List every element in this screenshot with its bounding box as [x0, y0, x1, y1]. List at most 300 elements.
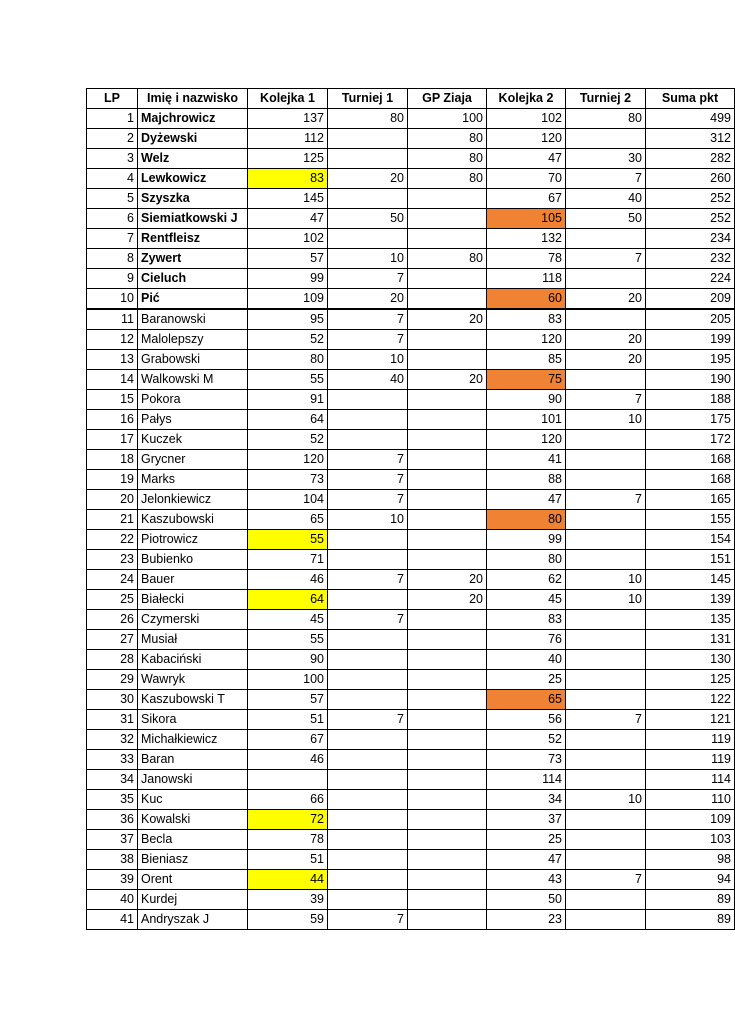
- cell-suma-pkt: 172: [646, 430, 735, 450]
- table-row: [87, 229, 735, 249]
- cell-suma-pkt: 94: [646, 870, 735, 890]
- cell-turniej-1: 7: [328, 910, 408, 930]
- cell-kolejka-1: 46: [248, 570, 328, 590]
- table-row: [87, 830, 735, 850]
- cell-kolejka-1: 52: [248, 430, 328, 450]
- cell-kolejka-1: 51: [248, 850, 328, 870]
- cell-turniej-2: [566, 450, 646, 470]
- cell-name: Musiał: [138, 630, 248, 650]
- cell-kolejka-1: 64: [248, 590, 328, 610]
- cell-kolejka-1: 39: [248, 890, 328, 910]
- cell-turniej-1: 50: [328, 209, 408, 229]
- cell-turniej-2: 20: [566, 289, 646, 310]
- cell-kolejka-2: 25: [487, 830, 566, 850]
- table-row: [87, 490, 735, 510]
- cell-gp-ziaja: [408, 690, 487, 710]
- cell-gp-ziaja: [408, 890, 487, 910]
- cell-kolejka-2: 62: [487, 570, 566, 590]
- cell-turniej-1: 7: [328, 330, 408, 350]
- cell-gp-ziaja: [408, 390, 487, 410]
- header-kolejka-2: Kolejka 2: [487, 89, 566, 109]
- cell-turniej-2: [566, 630, 646, 650]
- cell-name: Kabaciński: [138, 650, 248, 670]
- cell-name: Becla: [138, 830, 248, 850]
- cell-suma-pkt: 135: [646, 610, 735, 630]
- cell-gp-ziaja: [408, 730, 487, 750]
- cell-kolejka-2: 37: [487, 810, 566, 830]
- cell-turniej-1: [328, 750, 408, 770]
- cell-kolejka-1: 57: [248, 249, 328, 269]
- cell-gp-ziaja: [408, 450, 487, 470]
- cell-lp: 4: [87, 169, 138, 189]
- table-row: [87, 870, 735, 890]
- cell-turniej-2: [566, 810, 646, 830]
- cell-gp-ziaja: 80: [408, 149, 487, 169]
- table-row: [87, 790, 735, 810]
- cell-turniej-1: [328, 790, 408, 810]
- cell-lp: 7: [87, 229, 138, 249]
- cell-lp: 31: [87, 710, 138, 730]
- cell-suma-pkt: 145: [646, 570, 735, 590]
- cell-turniej-1: 7: [328, 450, 408, 470]
- cell-suma-pkt: 98: [646, 850, 735, 870]
- cell-kolejka-2: 41: [487, 450, 566, 470]
- cell-suma-pkt: 205: [646, 309, 735, 330]
- cell-kolejka-1: 67: [248, 730, 328, 750]
- table-row: [87, 530, 735, 550]
- cell-suma-pkt: 312: [646, 129, 735, 149]
- cell-gp-ziaja: [408, 550, 487, 570]
- cell-lp: 16: [87, 410, 138, 430]
- cell-suma-pkt: 121: [646, 710, 735, 730]
- cell-lp: 40: [87, 890, 138, 910]
- cell-kolejka-1: 44: [248, 870, 328, 890]
- table-row: [87, 450, 735, 470]
- cell-kolejka-1: 145: [248, 189, 328, 209]
- cell-turniej-2: [566, 370, 646, 390]
- cell-turniej-2: [566, 650, 646, 670]
- cell-turniej-1: [328, 550, 408, 570]
- cell-name: Michałkiewicz: [138, 730, 248, 750]
- table-row: [87, 550, 735, 570]
- cell-turniej-2: 10: [566, 590, 646, 610]
- cell-kolejka-2: 105: [487, 209, 566, 229]
- cell-name: Kuczek: [138, 430, 248, 450]
- table-row: [87, 750, 735, 770]
- cell-turniej-1: 20: [328, 169, 408, 189]
- cell-lp: 29: [87, 670, 138, 690]
- cell-kolejka-1: 100: [248, 670, 328, 690]
- cell-turniej-2: 10: [566, 570, 646, 590]
- cell-kolejka-1: 99: [248, 269, 328, 289]
- cell-lp: 11: [87, 309, 138, 330]
- cell-gp-ziaja: [408, 209, 487, 229]
- cell-lp: 12: [87, 330, 138, 350]
- results-sheet: [86, 88, 731, 930]
- table-row: [87, 109, 735, 129]
- table-row: [87, 289, 735, 310]
- cell-kolejka-1: 104: [248, 490, 328, 510]
- cell-kolejka-2: 88: [487, 470, 566, 490]
- cell-name: Czymerski: [138, 610, 248, 630]
- cell-lp: 39: [87, 870, 138, 890]
- table-row: [87, 910, 735, 930]
- cell-lp: 27: [87, 630, 138, 650]
- cell-turniej-2: [566, 850, 646, 870]
- cell-kolejka-1: 47: [248, 209, 328, 229]
- cell-kolejka-1: 137: [248, 109, 328, 129]
- cell-kolejka-2: 83: [487, 309, 566, 330]
- cell-turniej-1: [328, 850, 408, 870]
- cell-kolejka-2: 23: [487, 910, 566, 930]
- cell-suma-pkt: 119: [646, 750, 735, 770]
- cell-name: Lewkowicz: [138, 169, 248, 189]
- cell-lp: 19: [87, 470, 138, 490]
- cell-suma-pkt: 165: [646, 490, 735, 510]
- cell-turniej-2: [566, 510, 646, 530]
- cell-kolejka-2: 25: [487, 670, 566, 690]
- cell-lp: 10: [87, 289, 138, 310]
- cell-kolejka-1: 66: [248, 790, 328, 810]
- cell-kolejka-1: 52: [248, 330, 328, 350]
- cell-suma-pkt: 232: [646, 249, 735, 269]
- cell-lp: 13: [87, 350, 138, 370]
- cell-turniej-1: [328, 730, 408, 750]
- cell-name: Walkowski M: [138, 370, 248, 390]
- cell-kolejka-2: 80: [487, 510, 566, 530]
- cell-gp-ziaja: 20: [408, 370, 487, 390]
- cell-turniej-2: [566, 890, 646, 910]
- cell-name: Wawryk: [138, 670, 248, 690]
- cell-suma-pkt: 282: [646, 149, 735, 169]
- table-row: [87, 430, 735, 450]
- cell-turniej-2: [566, 830, 646, 850]
- cell-turniej-1: 7: [328, 269, 408, 289]
- cell-suma-pkt: 89: [646, 890, 735, 910]
- cell-gp-ziaja: 20: [408, 570, 487, 590]
- cell-suma-pkt: 209: [646, 289, 735, 310]
- table-row: [87, 810, 735, 830]
- cell-turniej-1: [328, 770, 408, 790]
- table-row: [87, 269, 735, 289]
- cell-turniej-2: [566, 229, 646, 249]
- table-row: [87, 590, 735, 610]
- cell-turniej-1: 7: [328, 470, 408, 490]
- cell-suma-pkt: 109: [646, 810, 735, 830]
- cell-turniej-2: 20: [566, 330, 646, 350]
- cell-turniej-2: [566, 730, 646, 750]
- cell-name: Kowalski: [138, 810, 248, 830]
- cell-kolejka-2: 76: [487, 630, 566, 650]
- cell-gp-ziaja: [408, 430, 487, 450]
- cell-lp: 30: [87, 690, 138, 710]
- table-row: [87, 510, 735, 530]
- cell-turniej-1: [328, 670, 408, 690]
- cell-lp: 15: [87, 390, 138, 410]
- cell-kolejka-2: 75: [487, 370, 566, 390]
- cell-kolejka-2: 132: [487, 229, 566, 249]
- table-row: [87, 690, 735, 710]
- cell-kolejka-2: 47: [487, 490, 566, 510]
- cell-kolejka-1: 46: [248, 750, 328, 770]
- cell-lp: 6: [87, 209, 138, 229]
- cell-lp: 24: [87, 570, 138, 590]
- cell-turniej-1: 10: [328, 510, 408, 530]
- cell-turniej-2: 10: [566, 790, 646, 810]
- cell-kolejka-2: 120: [487, 430, 566, 450]
- table-row: [87, 650, 735, 670]
- cell-turniej-1: 40: [328, 370, 408, 390]
- cell-suma-pkt: 125: [646, 670, 735, 690]
- cell-kolejka-2: 56: [487, 710, 566, 730]
- cell-kolejka-1: 112: [248, 129, 328, 149]
- table-row: [87, 470, 735, 490]
- cell-gp-ziaja: 100: [408, 109, 487, 129]
- cell-turniej-2: 7: [566, 390, 646, 410]
- cell-name: Kaszubowski T: [138, 690, 248, 710]
- cell-kolejka-2: 114: [487, 770, 566, 790]
- table-row: [87, 330, 735, 350]
- header-gp-ziaja: GP Ziaja: [408, 89, 487, 109]
- cell-turniej-1: [328, 590, 408, 610]
- table-row: [87, 129, 735, 149]
- cell-kolejka-1: [248, 770, 328, 790]
- cell-turniej-1: 10: [328, 350, 408, 370]
- header-turniej-1: Turniej 1: [328, 89, 408, 109]
- cell-gp-ziaja: [408, 710, 487, 730]
- cell-kolejka-1: 80: [248, 350, 328, 370]
- cell-turniej-2: 7: [566, 249, 646, 269]
- cell-kolejka-1: 45: [248, 610, 328, 630]
- cell-name: Białecki: [138, 590, 248, 610]
- table-row: [87, 770, 735, 790]
- cell-name: Piotrowicz: [138, 530, 248, 550]
- cell-turniej-1: [328, 229, 408, 249]
- cell-lp: 2: [87, 129, 138, 149]
- cell-name: Pałys: [138, 410, 248, 430]
- cell-kolejka-2: 120: [487, 330, 566, 350]
- cell-kolejka-1: 51: [248, 710, 328, 730]
- cell-gp-ziaja: [408, 510, 487, 530]
- table-row: [87, 169, 735, 189]
- cell-lp: 38: [87, 850, 138, 870]
- cell-lp: 21: [87, 510, 138, 530]
- cell-name: Pić: [138, 289, 248, 310]
- cell-gp-ziaja: [408, 610, 487, 630]
- cell-kolejka-2: 70: [487, 169, 566, 189]
- table-row: [87, 189, 735, 209]
- cell-lp: 3: [87, 149, 138, 169]
- cell-turniej-2: [566, 530, 646, 550]
- cell-name: Kuc: [138, 790, 248, 810]
- cell-turniej-2: 30: [566, 149, 646, 169]
- cell-kolejka-2: 65: [487, 690, 566, 710]
- cell-turniej-2: [566, 670, 646, 690]
- cell-gp-ziaja: [408, 630, 487, 650]
- cell-turniej-1: [328, 530, 408, 550]
- cell-kolejka-1: 57: [248, 690, 328, 710]
- cell-turniej-2: [566, 269, 646, 289]
- cell-kolejka-1: 125: [248, 149, 328, 169]
- cell-kolejka-1: 83: [248, 169, 328, 189]
- cell-turniej-2: 7: [566, 490, 646, 510]
- cell-name: Grabowski: [138, 350, 248, 370]
- cell-turniej-1: [328, 870, 408, 890]
- cell-lp: 1: [87, 109, 138, 129]
- cell-turniej-2: [566, 910, 646, 930]
- cell-suma-pkt: 190: [646, 370, 735, 390]
- cell-kolejka-1: 59: [248, 910, 328, 930]
- cell-gp-ziaja: [408, 910, 487, 930]
- cell-kolejka-2: 78: [487, 249, 566, 269]
- cell-suma-pkt: 199: [646, 330, 735, 350]
- cell-suma-pkt: 89: [646, 910, 735, 930]
- cell-suma-pkt: 119: [646, 730, 735, 750]
- cell-gp-ziaja: [408, 330, 487, 350]
- table-row: [87, 630, 735, 650]
- cell-gp-ziaja: [408, 770, 487, 790]
- cell-kolejka-2: 83: [487, 610, 566, 630]
- header-kolejka-1: Kolejka 1: [248, 89, 328, 109]
- cell-kolejka-2: 47: [487, 850, 566, 870]
- cell-kolejka-1: 73: [248, 470, 328, 490]
- cell-turniej-1: 20: [328, 289, 408, 310]
- cell-kolejka-2: 101: [487, 410, 566, 430]
- cell-name: Orent: [138, 870, 248, 890]
- cell-lp: 20: [87, 490, 138, 510]
- cell-lp: 22: [87, 530, 138, 550]
- header-name: Imię i nazwisko: [138, 89, 248, 109]
- cell-kolejka-2: 73: [487, 750, 566, 770]
- cell-gp-ziaja: [408, 790, 487, 810]
- cell-lp: 35: [87, 790, 138, 810]
- table-row: [87, 149, 735, 169]
- cell-kolejka-2: 118: [487, 269, 566, 289]
- table-row: [87, 850, 735, 870]
- cell-gp-ziaja: [408, 189, 487, 209]
- cell-kolejka-2: 85: [487, 350, 566, 370]
- cell-gp-ziaja: 80: [408, 169, 487, 189]
- cell-turniej-2: 7: [566, 169, 646, 189]
- cell-kolejka-1: 95: [248, 309, 328, 330]
- cell-gp-ziaja: [408, 350, 487, 370]
- table-header-row: [87, 89, 735, 109]
- cell-gp-ziaja: [408, 490, 487, 510]
- cell-turniej-1: [328, 650, 408, 670]
- header-lp: LP: [87, 89, 138, 109]
- cell-turniej-2: 7: [566, 710, 646, 730]
- cell-turniej-1: 80: [328, 109, 408, 129]
- table-row: [87, 209, 735, 229]
- cell-gp-ziaja: [408, 810, 487, 830]
- cell-turniej-2: 10: [566, 410, 646, 430]
- cell-turniej-1: [328, 630, 408, 650]
- table-row: [87, 370, 735, 390]
- cell-gp-ziaja: 20: [408, 590, 487, 610]
- cell-suma-pkt: 154: [646, 530, 735, 550]
- cell-turniej-2: [566, 610, 646, 630]
- cell-name: Janowski: [138, 770, 248, 790]
- results-table: [86, 88, 735, 930]
- cell-turniej-1: [328, 129, 408, 149]
- cell-kolejka-1: 102: [248, 229, 328, 249]
- cell-kolejka-1: 109: [248, 289, 328, 310]
- cell-lp: 5: [87, 189, 138, 209]
- cell-name: Sikora: [138, 710, 248, 730]
- cell-suma-pkt: 224: [646, 269, 735, 289]
- cell-kolejka-2: 102: [487, 109, 566, 129]
- cell-gp-ziaja: [408, 830, 487, 850]
- cell-kolejka-1: 71: [248, 550, 328, 570]
- cell-lp: 37: [87, 830, 138, 850]
- cell-turniej-2: [566, 550, 646, 570]
- cell-name: Siemiatkowski J: [138, 209, 248, 229]
- cell-turniej-2: [566, 309, 646, 330]
- cell-kolejka-1: 120: [248, 450, 328, 470]
- cell-suma-pkt: 139: [646, 590, 735, 610]
- header-suma-pkt: Suma pkt: [646, 89, 735, 109]
- cell-lp: 9: [87, 269, 138, 289]
- cell-gp-ziaja: 80: [408, 129, 487, 149]
- cell-turniej-1: [328, 830, 408, 850]
- header-turniej-2: Turniej 2: [566, 89, 646, 109]
- cell-name: Bieniasz: [138, 850, 248, 870]
- cell-kolejka-2: 40: [487, 650, 566, 670]
- cell-turniej-2: [566, 430, 646, 450]
- cell-gp-ziaja: 80: [408, 249, 487, 269]
- cell-name: Zywert: [138, 249, 248, 269]
- cell-turniej-1: [328, 189, 408, 209]
- cell-suma-pkt: 110: [646, 790, 735, 810]
- cell-turniej-1: 7: [328, 710, 408, 730]
- table-row: [87, 670, 735, 690]
- cell-kolejka-2: 90: [487, 390, 566, 410]
- cell-turniej-1: 7: [328, 610, 408, 630]
- cell-gp-ziaja: [408, 530, 487, 550]
- table-row: [87, 249, 735, 269]
- cell-kolejka-1: 72: [248, 810, 328, 830]
- cell-name: Kurdej: [138, 890, 248, 910]
- table-row: [87, 730, 735, 750]
- cell-kolejka-2: 60: [487, 289, 566, 310]
- cell-kolejka-2: 80: [487, 550, 566, 570]
- cell-name: Welz: [138, 149, 248, 169]
- cell-gp-ziaja: [408, 229, 487, 249]
- cell-suma-pkt: 122: [646, 690, 735, 710]
- cell-name: Rentfleisz: [138, 229, 248, 249]
- cell-lp: 26: [87, 610, 138, 630]
- cell-gp-ziaja: [408, 410, 487, 430]
- cell-kolejka-1: 55: [248, 630, 328, 650]
- cell-turniej-1: 10: [328, 249, 408, 269]
- cell-name: Grycner: [138, 450, 248, 470]
- cell-turniej-1: 7: [328, 570, 408, 590]
- cell-name: Cieluch: [138, 269, 248, 289]
- cell-lp: 23: [87, 550, 138, 570]
- cell-kolejka-2: 43: [487, 870, 566, 890]
- cell-suma-pkt: 103: [646, 830, 735, 850]
- cell-gp-ziaja: [408, 670, 487, 690]
- cell-name: Baran: [138, 750, 248, 770]
- cell-suma-pkt: 499: [646, 109, 735, 129]
- cell-name: Malolepszy: [138, 330, 248, 350]
- cell-gp-ziaja: [408, 269, 487, 289]
- cell-turniej-1: 7: [328, 490, 408, 510]
- cell-suma-pkt: 130: [646, 650, 735, 670]
- cell-kolejka-1: 90: [248, 650, 328, 670]
- cell-suma-pkt: 168: [646, 470, 735, 490]
- cell-name: Bauer: [138, 570, 248, 590]
